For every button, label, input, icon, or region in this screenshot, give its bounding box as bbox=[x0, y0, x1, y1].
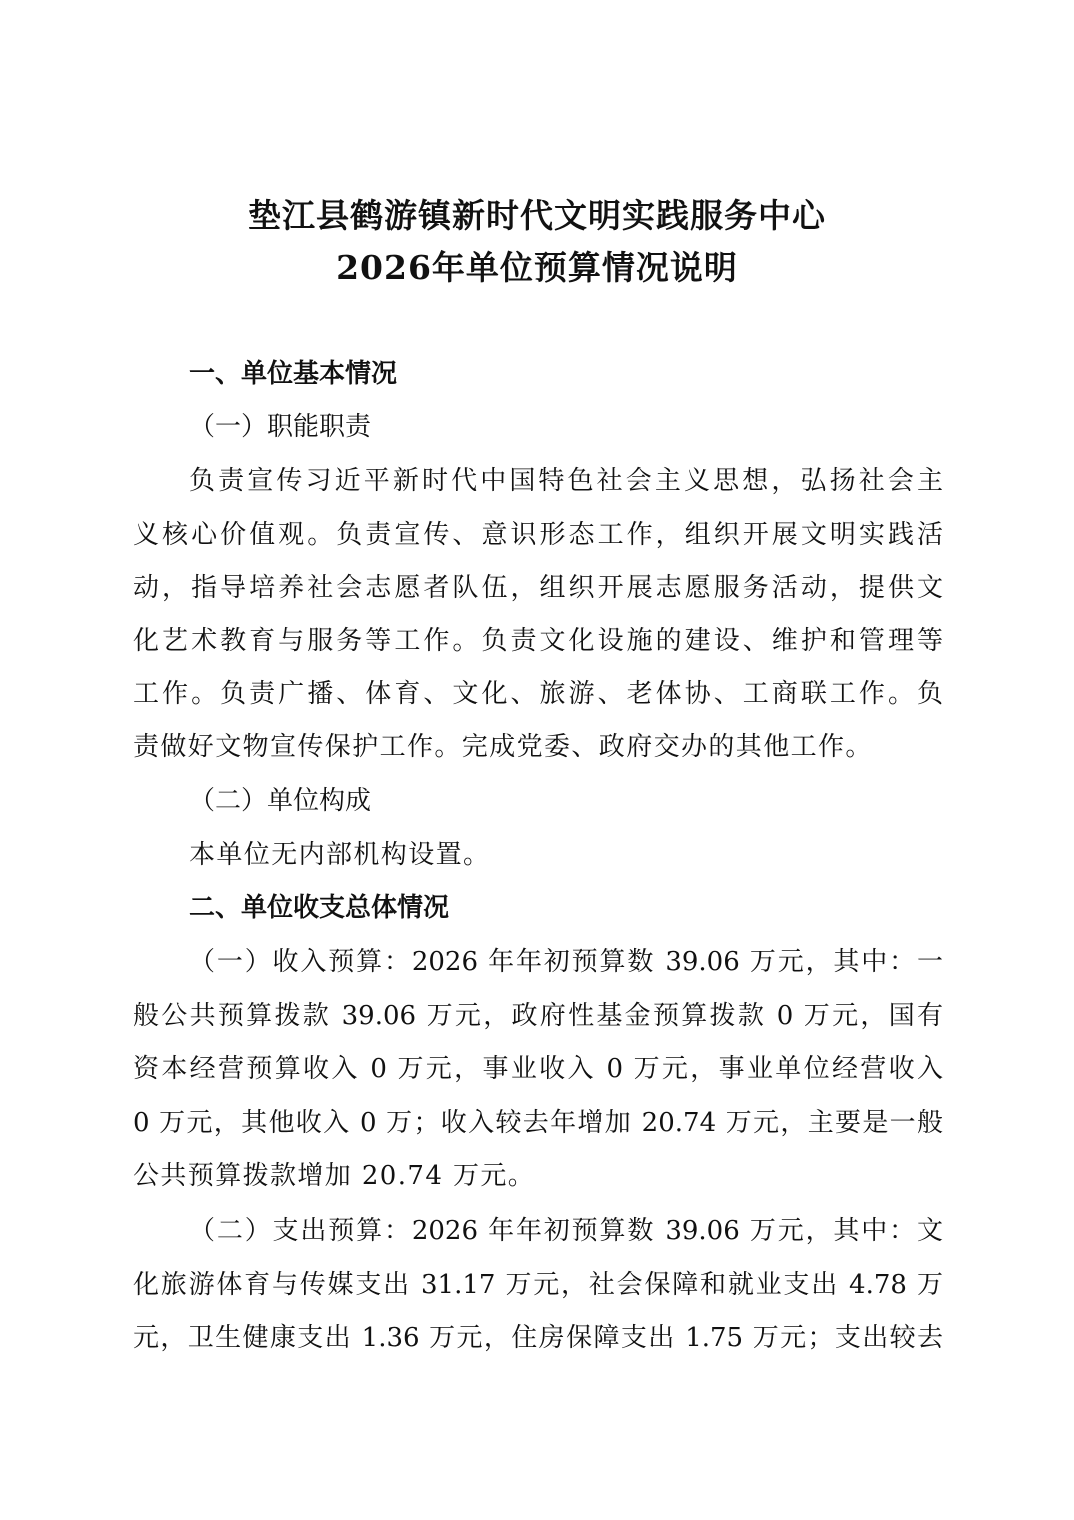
income-line: 资本经营预算收入 0 万元，事业收入 0 万元，事业单位经营收入 bbox=[133, 1054, 943, 1084]
income-line: 0 万元，其他收入 0 万；收入较去年增加 20.74 万元，主要是一般 bbox=[133, 1108, 943, 1138]
section-2-heading: 二、单位收支总体情况 bbox=[189, 893, 450, 923]
expense-line: 元，卫生健康支出 1.36 万元，住房保障支出 1.75 万元；支出较去 bbox=[133, 1323, 943, 1353]
subsection-composition-heading: （二）单位构成 bbox=[189, 786, 372, 816]
income-line: 公共预算拨款增加 20.74 万元。 bbox=[133, 1161, 536, 1191]
expense-line: （二）支出预算：2026 年年初预算数 39.06 万元，其中：文 bbox=[189, 1216, 943, 1246]
duties-line: 责做好文物宣传保护工作。完成党委、政府交办的其他工作。 bbox=[133, 732, 873, 762]
section-1-heading: 一、单位基本情况 bbox=[189, 359, 398, 389]
expense-line: 化旅游体育与传媒支出 31.17 万元，社会保障和就业支出 4.78 万 bbox=[133, 1270, 943, 1300]
composition-text: 本单位无内部机构设置。 bbox=[189, 840, 491, 870]
document-title-line-2: 2026年单位预算情况说明 bbox=[336, 248, 738, 287]
duties-line: 负责宣传习近平新时代中国特色社会主义思想，弘扬社会主 bbox=[189, 466, 943, 496]
duties-line: 动，指导培养社会志愿者队伍，组织开展志愿服务活动，提供文 bbox=[133, 573, 943, 603]
income-line: 般公共预算拨款 39.06 万元，政府性基金预算拨款 0 万元，国有 bbox=[133, 1001, 943, 1031]
subsection-duties-heading: （一）职能职责 bbox=[189, 412, 372, 442]
duties-line: 化艺术教育与服务等工作。负责文化设施的建设、维护和管理等 bbox=[133, 626, 943, 656]
duties-line: 义核心价值观。负责宣传、意识形态工作，组织开展文明实践活 bbox=[133, 520, 943, 550]
income-line: （一）收入预算：2026 年年初预算数 39.06 万元，其中：一 bbox=[189, 947, 943, 977]
duties-line: 工作。负责广播、体育、文化、旅游、老体协、工商联工作。负 bbox=[133, 679, 943, 709]
document-title-line-1: 垫江县鹤游镇新时代文明实践服务中心 bbox=[248, 196, 826, 235]
